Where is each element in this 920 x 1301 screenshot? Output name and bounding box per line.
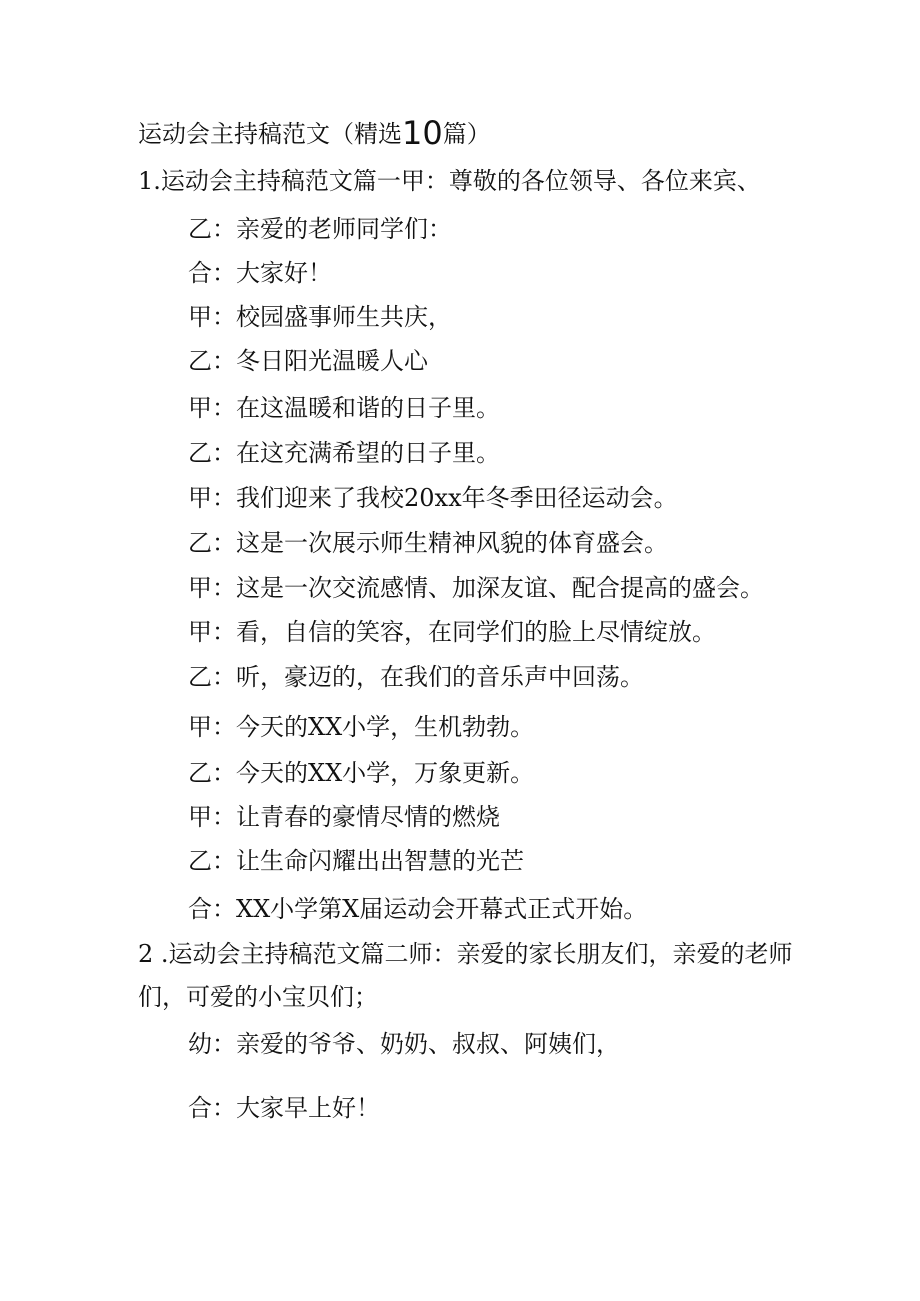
dialogue-line: 甲：在这温暖和谐的日子里。 [188, 394, 500, 422]
dialogue-line: 甲：校园盛事师生共庆， [188, 303, 452, 331]
dialogue-line: 合：大家早上好！ [188, 1094, 380, 1122]
section1-heading: 1.运动会主持稿范文篇一甲：尊敬的各位领导、各位来宾、 [138, 167, 761, 195]
dialogue-line: 甲：这是一次交流感情、加深友谊、配合提高的盛会。 [188, 574, 764, 602]
dialogue-line: 甲：让青春的豪情尽情的燃烧 [188, 803, 500, 831]
dialogue-line: 合：大家好！ [188, 259, 332, 287]
dialogue-line: 乙：今天的XX小学，万象更新。 [188, 759, 535, 787]
section2-heading-line1: 2 .运动会主持稿范文篇二师：亲爱的家长朋友们，亲爱的老师 [138, 940, 793, 968]
dialogue-line: 甲：看，自信的笑容，在同学们的脸上尽情绽放。 [188, 618, 716, 646]
dialogue-line: 乙：亲爱的老师同学们： [188, 215, 452, 243]
section2-heading-line2: 们，可爱的小宝贝们； [138, 983, 378, 1011]
dialogue-line: 幼：亲爱的爷爷、奶奶、叔叔、阿姨们， [188, 1030, 620, 1058]
dialogue-line: 乙：这是一次展示师生精神风貌的体育盛会。 [188, 529, 668, 557]
dialogue-line: 乙：冬日阳光温暖人心 [188, 347, 428, 375]
title-count: 10 [402, 114, 443, 152]
dialogue-line: 甲：我们迎来了我校20xx年冬季田径运动会。 [188, 484, 678, 512]
dialogue-line: 甲：今天的XX小学，生机勃勃。 [188, 713, 535, 741]
dialogue-line: 合：XX小学第X届运动会开幕式正式开始。 [188, 895, 648, 923]
title-suffix: 篇） [442, 120, 491, 148]
document-title [138, 114, 491, 152]
title-prefix: 运动会主持稿范文（精选 [138, 120, 402, 148]
dialogue-line: 乙：在这充满希望的日子里。 [188, 439, 500, 467]
dialogue-line: 乙：听，豪迈的，在我们的音乐声中回荡。 [188, 663, 644, 691]
dialogue-line: 乙：让生命闪耀出出智慧的光芒 [188, 847, 524, 875]
